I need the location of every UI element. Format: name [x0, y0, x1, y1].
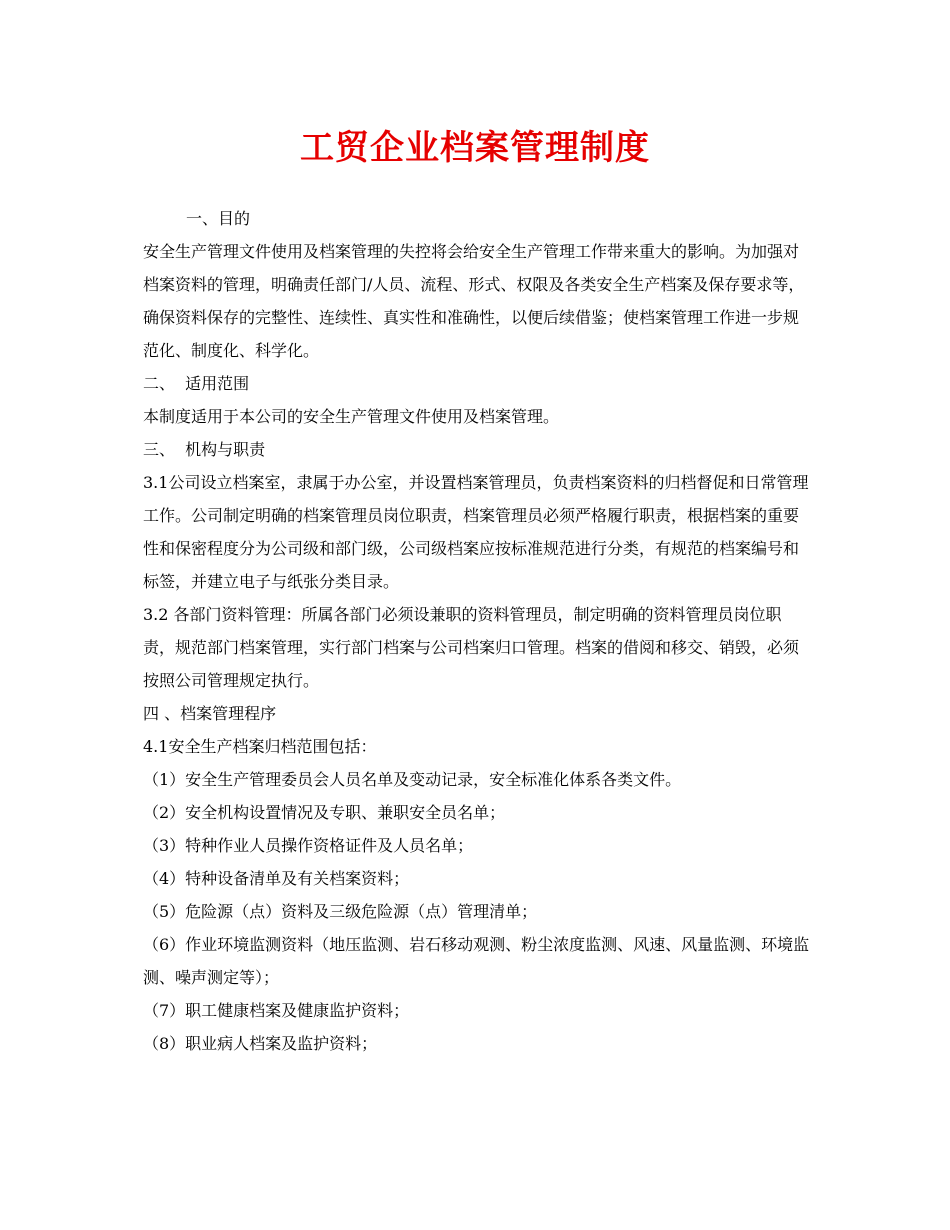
paragraph-3-2: 3.2 各部门资料管理：所属各部门必须设兼职的资料管理员，制定明确的资料管理员岗位职责，规范部门档案管理，实行部门档案与公司档案归口管理。档案的借阅和移交、销毁，必须按照公司管理规定执行。 [143, 605, 800, 690]
list-item: （5）危险源（点）资料及三级危险源（点）管理清单； [143, 902, 538, 921]
document-body [143, 202, 813, 1060]
paragraph-4-1: 4.1安全生产档案归档范围包括： [143, 737, 377, 756]
section-heading-organization: 三、 机构与职责 [143, 440, 266, 459]
list-item: （2）安全机构设置情况及专职、兼职安全员名单； [143, 803, 506, 822]
paragraph-purpose: 安全生产管理文件使用及档案管理的失控将会给安全生产管理工作带来重大的影响。为加强对档案资料的管理，明确责任部门/人员、流程、形式、权限及各类安全生产档案及保存要求等，确保资料保存的完整性、连续性、真实性和准确性，以便后续借鉴；使档案管理工作进一步规范化、制度化、科学化。 [143, 242, 805, 360]
paragraph-3-1: 3.1公司设立档案室，隶属于办公室，并设置档案管理员，负责档案资料的归档督促和日常管理工作。公司制定明确的档案管理员岗位职责，档案管理员必须严格履行职责，根据档案的重要性和保密程度分为公司级和部门级，公司级档案应按标准规范进行分类，有规范的档案编号和标签，并建立电子与纸张分类目录。 [143, 473, 809, 591]
paragraph-scope: 本制度适用于本公司的安全生产管理文件使用及档案管理。 [143, 407, 560, 426]
document-title: 工贸企业档案管理制度 [300, 128, 650, 168]
list-item: （6）作业环境监测资料（地压监测、岩石移动观测、粉尘浓度监测、风速、风量监测、环境监测、噪声测定等）； [143, 935, 810, 987]
section-heading-purpose: 一、目的 [186, 209, 251, 228]
section-heading-procedure: 四 、档案管理程序 [143, 704, 277, 723]
section-heading-scope: 二、 适用范围 [143, 374, 250, 393]
list-item: （4）特种设备清单及有关档案资料； [143, 869, 410, 888]
list-item: （3）特种作业人员操作资格证件及人员名单； [143, 836, 474, 855]
list-item: （8）职业病人档案及监护资料； [143, 1034, 378, 1053]
list-item: （1）安全生产管理委员会人员名单及变动记录，安全标准化体系各类文件。 [143, 770, 682, 789]
list-item: （7）职工健康档案及健康监护资料； [143, 1001, 410, 1020]
